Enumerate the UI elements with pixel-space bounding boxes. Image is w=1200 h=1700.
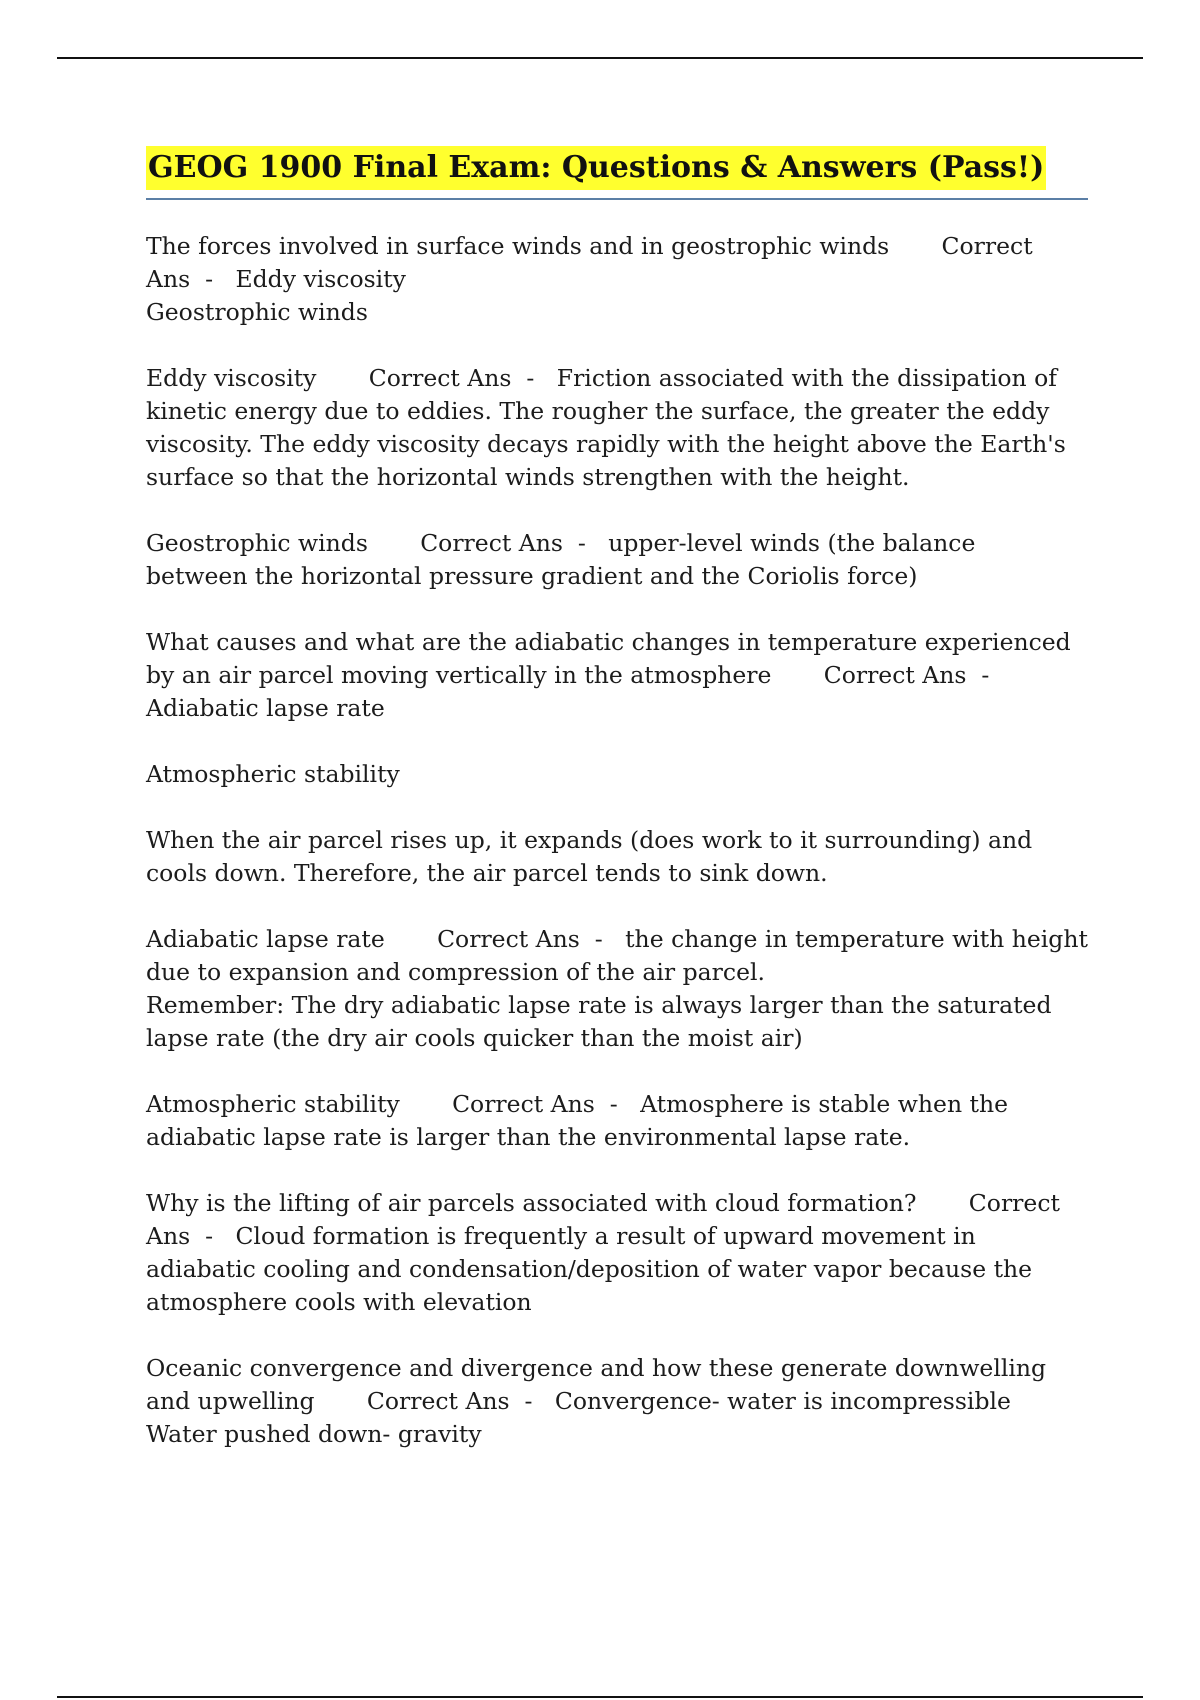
paragraph-line: Water pushed down- gravity <box>146 1420 482 1448</box>
paragraph-line: Adiabatic lapse rate Correct Ans - the change in temperature with height <box>146 925 1088 953</box>
paragraph-line: Eddy viscosity Correct Ans - Friction associated with the dissipation of <box>146 364 1057 392</box>
qa-paragraph <box>146 758 1088 791</box>
paragraph-line: due to expansion and compression of the air parcel. <box>146 958 765 986</box>
paragraph-line: kinetic energy due to eddies. The rougher the surface, the greater the eddy <box>146 397 1050 425</box>
paragraph-line: viscosity. The eddy viscosity decays rapidly with the height above the Earth's <box>146 430 1066 458</box>
bottom-rule <box>57 1696 1143 1698</box>
paragraph-line: and upwelling Correct Ans - Convergence- water is incompressible <box>146 1387 1011 1415</box>
paragraph-line: Atmospheric stability Correct Ans - Atmosphere is stable when the <box>146 1090 1009 1118</box>
paragraph-line: Why is the lifting of air parcels associated with cloud formation? Correct <box>146 1189 1060 1217</box>
qa-list <box>146 230 1088 1451</box>
paragraph-line: Ans - Eddy viscosity <box>146 265 406 293</box>
paragraph-line: What causes and what are the adiabatic changes in temperature experienced <box>146 628 1071 656</box>
qa-paragraph <box>146 527 1088 593</box>
page-title: GEOG 1900 Final Exam: Questions & Answers (Pass!) <box>146 146 1046 190</box>
qa-paragraph <box>146 1187 1088 1319</box>
paragraph-line: Geostrophic winds <box>146 298 368 326</box>
qa-paragraph <box>146 1352 1088 1451</box>
paragraph-line: Adiabatic lapse rate <box>146 694 385 722</box>
paragraph-line: surface so that the horizontal winds strengthen with the height. <box>146 463 910 491</box>
paragraph-line: adiabatic lapse rate is larger than the environmental lapse rate. <box>146 1123 911 1151</box>
title-block <box>146 146 1088 200</box>
paragraph-line: Remember: The dry adiabatic lapse rate is always larger than the saturated <box>146 991 1052 1019</box>
paragraph-line: Oceanic convergence and divergence and how these generate downwelling <box>146 1354 1047 1382</box>
top-rule <box>57 57 1143 59</box>
paragraph-line: Atmospheric stability <box>146 760 400 788</box>
paragraph-line: When the air parcel rises up, it expands (does work to it surrounding) and <box>146 826 1033 854</box>
paragraph-line: between the horizontal pressure gradient and the Coriolis force) <box>146 562 918 590</box>
paragraph-line: adiabatic cooling and condensation/deposition of water vapor because the <box>146 1255 1033 1283</box>
paragraph-line: Geostrophic winds Correct Ans - upper-level winds (the balance <box>146 529 976 557</box>
qa-paragraph <box>146 1088 1088 1154</box>
qa-paragraph <box>146 824 1088 890</box>
paragraph-line: cools down. Therefore, the air parcel tends to sink down. <box>146 859 828 887</box>
paragraph-line: by an air parcel moving vertically in the atmosphere Correct Ans - <box>146 661 990 689</box>
qa-paragraph <box>146 362 1088 494</box>
paragraph-line: The forces involved in surface winds and in geostrophic winds Correct <box>146 232 1033 260</box>
paragraph-line: Ans - Cloud formation is frequently a result of upward movement in <box>146 1222 976 1250</box>
paragraph-line: atmosphere cools with elevation <box>146 1288 532 1316</box>
paragraph-line: lapse rate (the dry air cools quicker than the moist air) <box>146 1024 803 1052</box>
qa-paragraph <box>146 230 1088 329</box>
qa-paragraph <box>146 923 1088 1055</box>
document-body <box>146 146 1088 1484</box>
qa-paragraph <box>146 626 1088 725</box>
